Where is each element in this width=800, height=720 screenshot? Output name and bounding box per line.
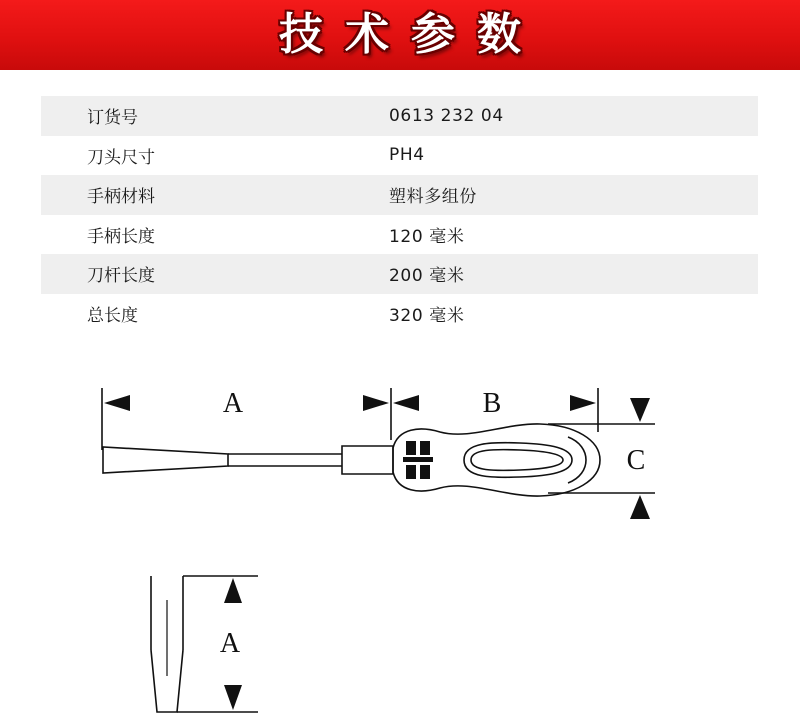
arrow-down-icon — [630, 398, 650, 422]
spec-label: 手柄长度 — [87, 226, 155, 247]
spec-label: 总长度 — [87, 305, 138, 326]
arrow-right-icon — [363, 395, 389, 411]
spec-value: 塑料多组份 — [389, 175, 758, 215]
arrow-left-icon — [104, 395, 130, 411]
handle-grip-inlay — [464, 443, 572, 478]
blade-tip — [103, 447, 228, 473]
handle-grip-inner — [471, 450, 563, 471]
ferrule — [342, 446, 393, 474]
dimension-label-c: C — [626, 445, 646, 476]
blade-front-view — [151, 576, 258, 712]
arrow-up-icon — [224, 578, 242, 603]
spec-value: 320 毫米 — [389, 305, 465, 326]
arrow-left-icon — [393, 395, 419, 411]
spec-value: 200 毫米 — [389, 254, 758, 294]
arrow-down-icon — [224, 685, 242, 710]
dimension-label-b: B — [482, 388, 502, 419]
arrow-right-icon — [570, 395, 596, 411]
spec-label: 订货号 — [41, 96, 389, 136]
dimension-label-a: A — [222, 388, 244, 419]
spec-label: 手柄材料 — [41, 175, 389, 215]
page-title: 技术参数 — [279, 9, 543, 60]
handle-end-line — [568, 437, 586, 483]
spec-value: 120 毫米 — [389, 226, 465, 247]
spec-value: PH4 — [389, 145, 425, 166]
spec-label: 刀头尺寸 — [87, 147, 155, 168]
spec-label: 刀杆长度 — [41, 254, 389, 294]
dimension-label-a-tip: A — [219, 628, 241, 659]
handle-logo-icon — [403, 441, 433, 479]
screwdriver-side-view — [103, 424, 600, 496]
spec-value: 0613 232 04 — [389, 96, 758, 136]
arrow-up-icon — [630, 495, 650, 519]
